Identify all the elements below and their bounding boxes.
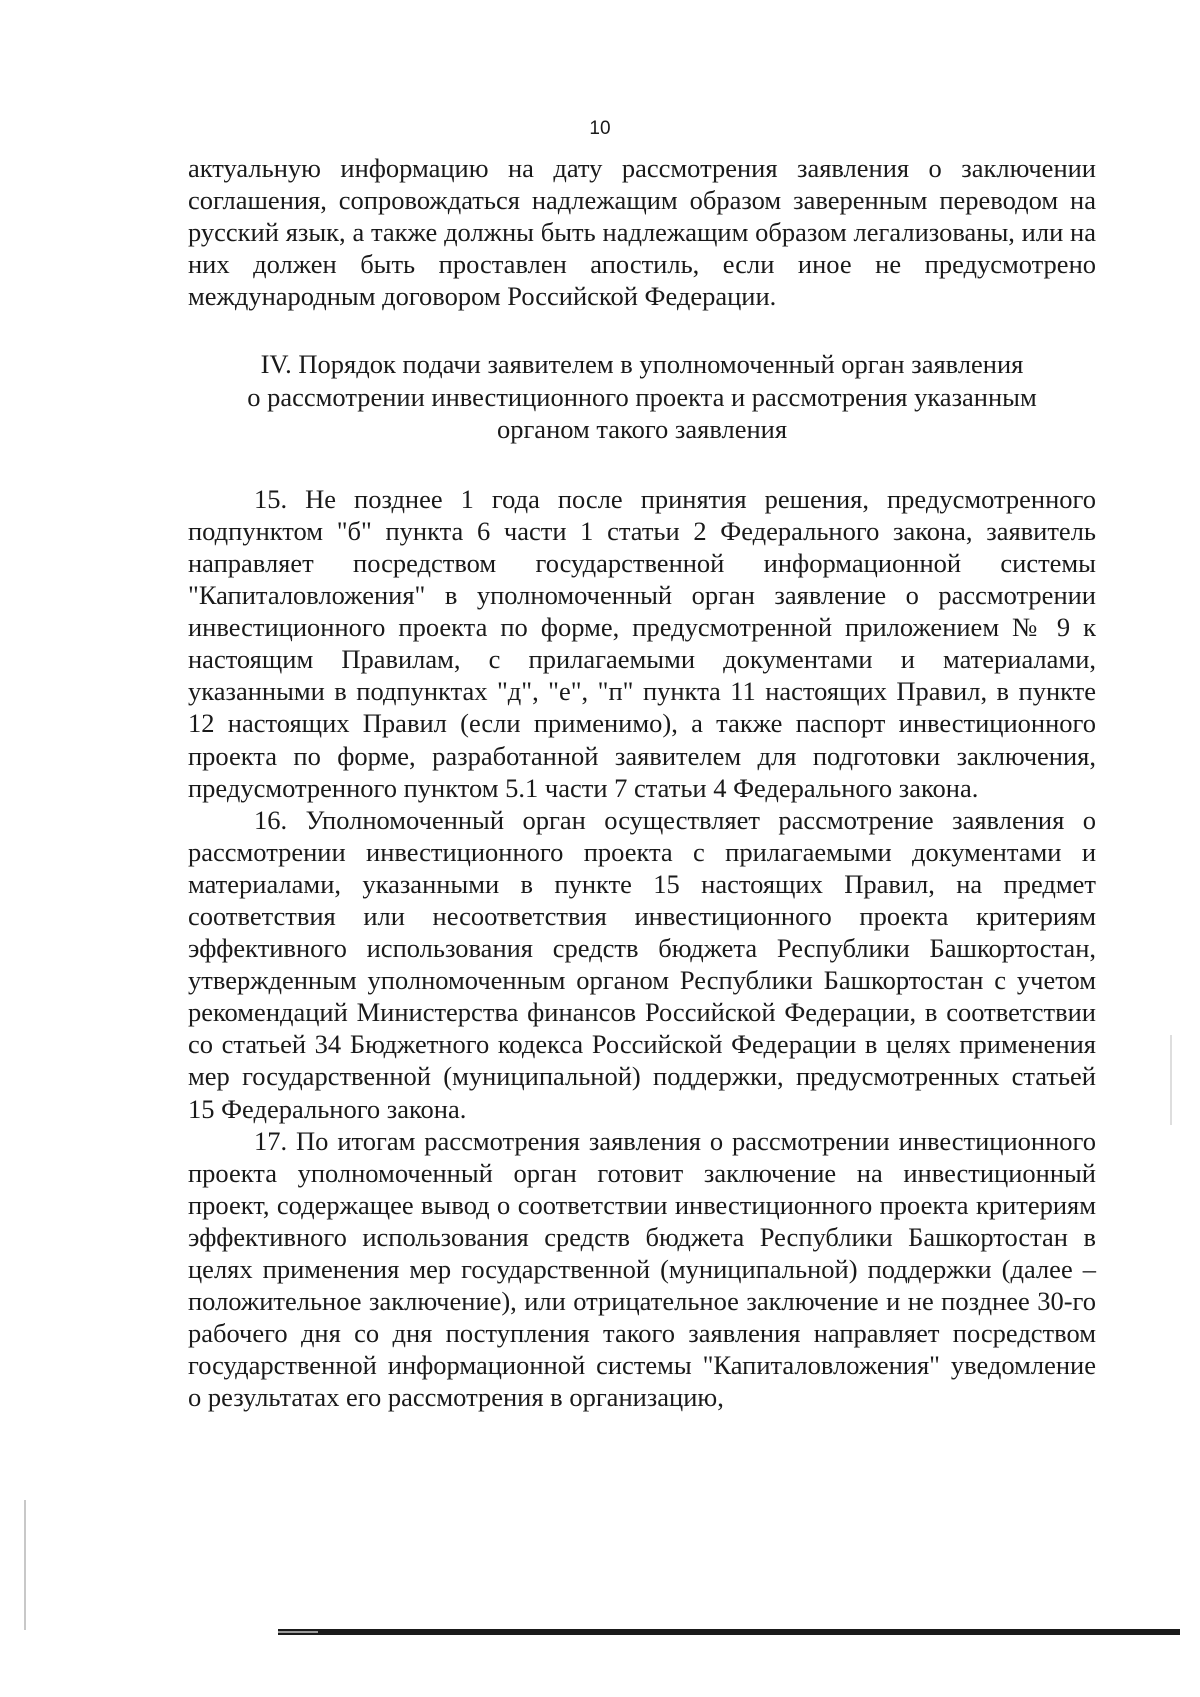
paragraph-15: 15. Не позднее 1 года после принятия решения, предусмотренного подпунктом "б" пункта 6 части 1 статьи 2 Федерального закона, заявитель направляет посредством государственной информационной системы "Капиталовложения" в уполномоченный орган заявление о рассмотрении инвестиционного проекта по форме, предусмотренной приложением № 9 к настоящим Правилам, с прилагаемыми документами и материалами, указанными в подпунктах "д", "е", "п" пункта 11 настоящих Правил, в пункте 12 настоящих Правил (если применимо), а также паспорт инвестиционного проекта по форме, разработанной заявителем для подготовки заключения, предусмотренного пунктом 5.1 части 7 статьи 4 Федерального закона.: [188, 483, 1096, 803]
intro-paragraph: актуальную информацию на дату рассмотрения заявления о заключении соглашения, сопровождаться надлежащим образом заверенным переводом на русский язык, а также должны быть надлежащим образом легализованы, или на них должен быть проставлен апостиль, если иное не предусмотрено международным договором Российской Федерации.: [188, 153, 1096, 312]
paragraph-17: 17. По итогам рассмотрения заявления о рассмотрении инвестиционного проекта уполномоченный орган готовит заключение на инвестиционный проект, содержащее вывод о соответствии инвестиционного проекта критериям эффективного использования средств бюджета Республики Башкортостан в целях применения мер государственной (муниципальной) поддержки (далее – положительное заключение), или отрицательное заключение и не позднее 30-го рабочего дня со дня поступления такого заявления направляет посредством государственной информационной системы "Капиталовложения" уведомление о результатах его рассмотрения в организацию,: [188, 1125, 1096, 1413]
page-number: 10: [589, 118, 611, 139]
scan-bottom-rule: [278, 1629, 1180, 1635]
section-heading-line: IV. Порядок подачи заявителем в уполномоченный орган заявления: [260, 349, 1024, 380]
section-heading-line: органом такого заявления: [496, 413, 788, 444]
scan-edge-mark: [1170, 1035, 1172, 1125]
section-heading: [188, 348, 1096, 444]
section-heading-line: о рассмотрении инвестиционного проекта и рассмотрения указанным: [247, 381, 1037, 412]
scan-edge-mark: [24, 1500, 26, 1630]
paragraph-16: 16. Уполномоченный орган осуществляет рассмотрение заявления о рассмотрении инвестиционного проекта с прилагаемыми документами и материалами, указанными в пункте 15 настоящих Правил, на предмет соответствия или несоответствия инвестиционного проекта критериям эффективного использования средств бюджета Республики Башкортостан, утвержденным уполномоченным органом Республики Башкортостан с учетом рекомендаций Министерства финансов Российской Федерации, в соответствии со статьей 34 Бюджетного кодекса Российской Федерации в целях применения мер государственной (муниципальной) поддержки, предусмотренных статьей 15 Федерального закона.: [188, 804, 1096, 1124]
document-body: [188, 152, 1096, 1413]
